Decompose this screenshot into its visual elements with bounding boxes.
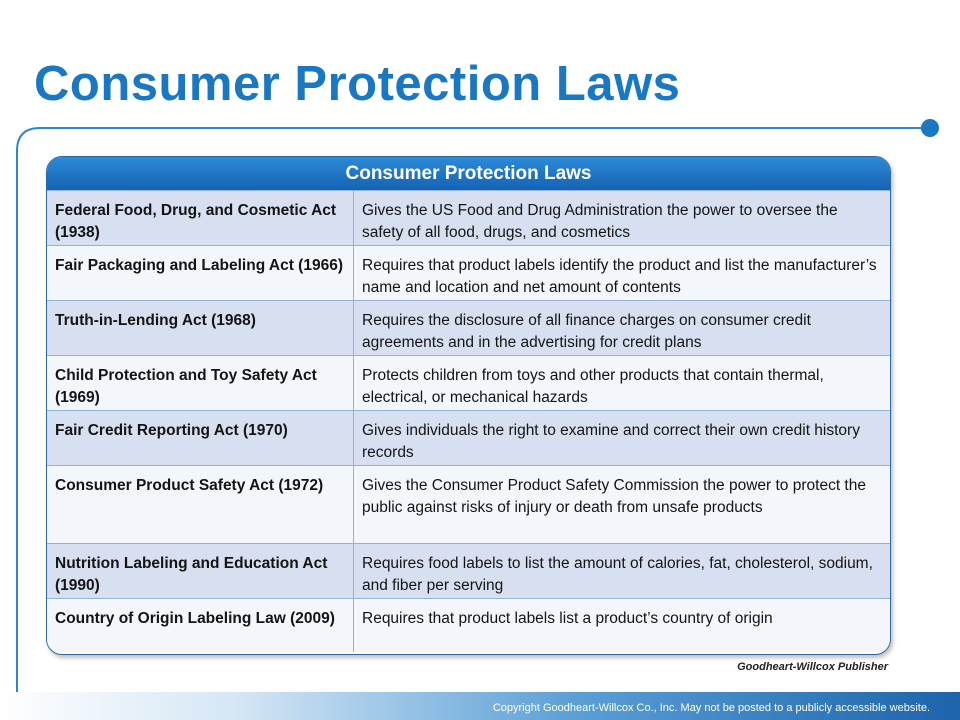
law-name-cell: Country of Origin Labeling Law (2009) — [47, 599, 354, 652]
table-row — [47, 245, 890, 300]
table-row — [47, 355, 890, 410]
table-row — [47, 465, 890, 543]
footer-bar — [0, 692, 960, 720]
divider-dot — [921, 119, 939, 137]
law-name-cell: Fair Credit Reporting Act (1970) — [47, 411, 354, 465]
publisher-credit: Goodheart-Willcox Publisher — [737, 661, 888, 673]
law-description-cell: Gives the Consumer Product Safety Commission the power to protect the public against risks of injury or death from unsafe products — [362, 477, 866, 516]
table-row — [47, 410, 890, 465]
law-description-cell: Gives individuals the right to examine and correct their own credit history records — [362, 422, 860, 461]
copyright-text: Copyright Goodheart-Willcox Co., Inc. May not be posted to a publicly accessible website. — [492, 702, 930, 714]
law-description-cell: Requires that product labels identify the product and list the manufacturer’s name and location and net amount of contents — [362, 257, 877, 296]
law-name-cell: Nutrition Labeling and Education Act (1990) — [47, 544, 354, 598]
law-description-cell: Protects children from toys and other products that contain thermal, electrical, or mechanical hazards — [362, 367, 824, 406]
table-header: Consumer Protection Laws — [47, 157, 890, 190]
law-description-cell: Gives the US Food and Drug Administration the power to oversee the safety of all food, drugs, and cosmetics — [362, 202, 838, 241]
slide-title: Consumer Protection Laws — [34, 57, 681, 111]
table-body — [47, 190, 890, 652]
consumer-laws-table — [46, 156, 891, 655]
law-name-cell: Consumer Product Safety Act (1972) — [47, 466, 354, 543]
table-row — [47, 598, 890, 652]
table-row — [47, 190, 890, 245]
law-description-cell: Requires food labels to list the amount of calories, fat, cholesterol, sodium, and fiber per serving — [362, 555, 873, 594]
table-row — [47, 300, 890, 355]
law-name-cell: Fair Packaging and Labeling Act (1966) — [47, 246, 354, 300]
law-name-cell: Truth-in-Lending Act (1968) — [47, 301, 354, 355]
law-description-cell: Requires the disclosure of all finance charges on consumer credit agreements and in the advertising for credit plans — [362, 312, 811, 351]
law-name-cell: Child Protection and Toy Safety Act (1969) — [47, 356, 354, 410]
law-name-cell: Federal Food, Drug, and Cosmetic Act (1938) — [47, 191, 354, 245]
table-row — [47, 543, 890, 598]
law-description-cell: Requires that product labels list a product’s country of origin — [362, 610, 773, 627]
